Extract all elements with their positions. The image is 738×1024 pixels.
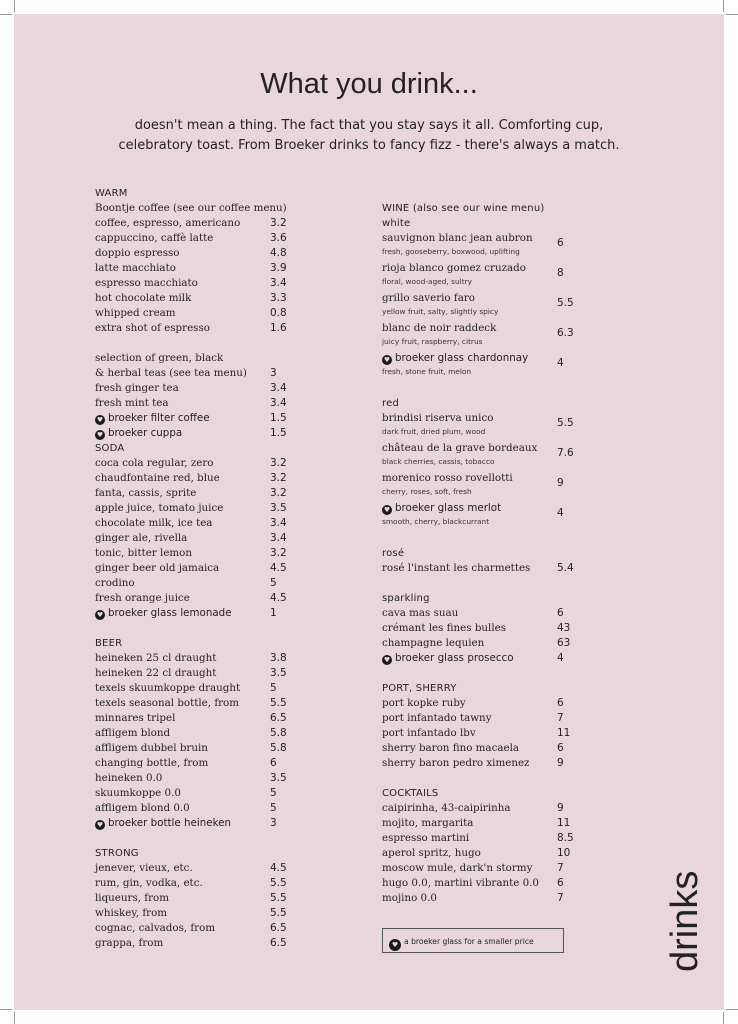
menu-item bbox=[382, 726, 582, 741]
menu-item-name: broeker cuppa bbox=[108, 427, 183, 439]
menu-item bbox=[95, 696, 295, 711]
cocktail-items bbox=[382, 801, 582, 906]
menu-item-name: crémant les fines bulles bbox=[382, 622, 507, 634]
menu-item-name: rum, gin, vodka, etc. bbox=[95, 877, 203, 889]
wine-price: 4 bbox=[557, 507, 564, 519]
menu-item bbox=[382, 621, 582, 636]
wine-tasting-note: juicy fruit, raspberry, citrus bbox=[382, 337, 483, 346]
menu-item-price: 4.8 bbox=[270, 247, 287, 259]
menu-item bbox=[382, 831, 582, 846]
heart-icon: ♥ bbox=[96, 431, 104, 439]
menu-item bbox=[95, 501, 295, 516]
menu-item-price: 3.2 bbox=[270, 547, 287, 559]
menu-item bbox=[95, 876, 295, 891]
menu-item-price: 5.4 bbox=[557, 562, 574, 574]
menu-item bbox=[382, 756, 582, 771]
menu-item-price: 3.6 bbox=[270, 232, 287, 244]
menu-item bbox=[382, 801, 582, 816]
menu-item-name: port infantado lbv bbox=[382, 727, 476, 739]
menu-item-price: 4.5 bbox=[270, 592, 287, 604]
menu-item-price: 5.5 bbox=[270, 697, 287, 709]
wine-name: château de la grave bordeaux bbox=[382, 442, 538, 454]
side-label: drinks bbox=[664, 870, 706, 972]
menu-item-name: fresh orange juice bbox=[95, 592, 190, 604]
menu-item-price: 5 bbox=[270, 577, 277, 589]
menu-item-name: espresso macchiato bbox=[95, 277, 198, 289]
wine-price: 8 bbox=[557, 267, 564, 279]
wine-item bbox=[382, 411, 582, 441]
menu-item-price: 9 bbox=[557, 757, 564, 769]
intro-line-1: doesn't mean a thing. The fact that you stay says it all. Comforting cup, bbox=[134, 118, 604, 133]
menu-item-name: texels skuumkoppe draught bbox=[95, 682, 241, 694]
menu-item-price: 1.5 bbox=[270, 427, 287, 439]
menu-item-name: broeker filter coffee bbox=[108, 412, 210, 424]
wine-item bbox=[382, 471, 582, 501]
menu-item bbox=[95, 921, 295, 936]
menu-item-name: broeker glass lemonade bbox=[108, 607, 232, 619]
menu-item-name: mojino 0.0 bbox=[382, 892, 437, 904]
menu-item-price: 43 bbox=[557, 622, 571, 634]
menu-item-name: coffee, espresso, americano bbox=[95, 217, 241, 229]
menu-item bbox=[95, 666, 295, 681]
sparkling-items bbox=[382, 606, 582, 651]
menu-item-price: 5.8 bbox=[270, 727, 287, 739]
menu-item-price: 0.8 bbox=[270, 307, 287, 319]
left-column bbox=[95, 186, 295, 951]
menu-item-name: moscow mule, dark'n stormy bbox=[382, 862, 533, 874]
menu-item-price: 3.2 bbox=[270, 472, 287, 484]
wine-name-line bbox=[382, 351, 582, 366]
menu-item bbox=[95, 861, 295, 876]
menu-item-name: sherry baron pedro ximenez bbox=[382, 757, 530, 769]
menu-item-price: 6.5 bbox=[270, 922, 287, 934]
tea-items bbox=[95, 381, 295, 411]
menu-item bbox=[95, 261, 295, 276]
menu-item-price: 11 bbox=[557, 727, 571, 739]
menu-item-price: 3.5 bbox=[270, 502, 287, 514]
menu-item bbox=[95, 246, 295, 261]
menu-item bbox=[95, 291, 295, 306]
section-title-beer: BEER bbox=[95, 638, 123, 649]
wine-name: brindisi riserva unico bbox=[382, 412, 494, 424]
menu-item-name: minnares tripel bbox=[95, 712, 176, 724]
menu-item-name: port infantado tawny bbox=[382, 712, 492, 724]
menu-item-name: coca cola regular, zero bbox=[95, 457, 214, 469]
menu-item-price: 5.5 bbox=[270, 907, 287, 919]
port-items bbox=[382, 696, 582, 771]
section-title-port: PORT, SHERRY bbox=[382, 683, 457, 694]
tea-line-2 bbox=[95, 366, 295, 381]
menu-item bbox=[95, 321, 295, 336]
menu-item-name: port kopke ruby bbox=[382, 697, 466, 709]
coffee-heading: Boontje coffee (see our coffee menu) bbox=[95, 202, 287, 214]
menu-item bbox=[382, 696, 582, 711]
warm-house-items bbox=[95, 411, 295, 441]
soda-items bbox=[95, 456, 295, 606]
menu-item bbox=[382, 636, 582, 651]
menu-item-price: 6.5 bbox=[270, 712, 287, 724]
menu-item-name: grappa, from bbox=[95, 937, 164, 949]
menu-item bbox=[382, 606, 582, 621]
wine-tasting-note: smooth, cherry, blackcurrant bbox=[382, 517, 490, 526]
beer-items bbox=[95, 651, 295, 816]
menu-item-name: texels seasonal bottle, from bbox=[95, 697, 240, 709]
wine-item bbox=[382, 291, 582, 321]
menu-item-price: 11 bbox=[557, 817, 571, 829]
menu-item bbox=[95, 726, 295, 741]
menu-item-price: 6 bbox=[557, 742, 564, 754]
wine-name: morenico rosso rovellotti bbox=[382, 472, 513, 484]
wine-price: 4 bbox=[557, 357, 564, 369]
house-wine-item bbox=[382, 351, 582, 381]
wine-name-line bbox=[382, 291, 582, 306]
wine-tasting-note: fresh, stone fruit, melon bbox=[382, 367, 472, 376]
menu-item bbox=[95, 786, 295, 801]
warm-items bbox=[95, 216, 295, 336]
red-wine-items bbox=[382, 411, 582, 501]
menu-item-name: espresso martini bbox=[382, 832, 470, 844]
menu-item-price: 3.2 bbox=[270, 217, 287, 229]
heart-icon: ♥ bbox=[96, 821, 104, 829]
menu-item-name: latte macchiato bbox=[95, 262, 176, 274]
section-title-soda: SODA bbox=[95, 443, 125, 454]
wine-name-line bbox=[382, 501, 582, 516]
menu-item-price: 3.4 bbox=[270, 532, 287, 544]
menu-item bbox=[95, 741, 295, 756]
house-menu-item bbox=[95, 426, 295, 441]
menu-item-price: 3.5 bbox=[270, 772, 287, 784]
menu-item-name: affligem blond 0.0 bbox=[95, 802, 190, 814]
menu-item-price: 5 bbox=[270, 787, 277, 799]
menu-item bbox=[95, 576, 295, 591]
menu-item-price: 6 bbox=[557, 607, 564, 619]
menu-item-name: doppio espresso bbox=[95, 247, 180, 259]
menu-item-price: 5.5 bbox=[270, 877, 287, 889]
menu-item-price: 6.5 bbox=[270, 937, 287, 949]
menu-item-price: 3.4 bbox=[270, 397, 287, 409]
menu-item bbox=[95, 771, 295, 786]
menu-item bbox=[95, 216, 295, 231]
menu-item-name: hot chocolate milk bbox=[95, 292, 192, 304]
menu-page bbox=[14, 14, 724, 1010]
menu-item bbox=[382, 876, 582, 891]
menu-item-name: whiskey, from bbox=[95, 907, 168, 919]
menu-item-name: broeker glass prosecco bbox=[395, 652, 514, 664]
menu-item bbox=[382, 561, 582, 576]
menu-item bbox=[95, 756, 295, 771]
wine-tasting-note: black cherries, cassis, tobacco bbox=[382, 457, 495, 466]
menu-item-price: 6 bbox=[557, 697, 564, 709]
menu-item-price: 6 bbox=[270, 757, 277, 769]
wine-item bbox=[382, 441, 582, 471]
page-title: What you drink... bbox=[260, 68, 478, 100]
menu-item bbox=[95, 396, 295, 411]
menu-item-price: 4.5 bbox=[270, 562, 287, 574]
wine-price: 5.5 bbox=[557, 297, 574, 309]
heart-icon: ♥ bbox=[383, 506, 391, 514]
menu-item-name: sherry baron fino macaela bbox=[382, 742, 520, 754]
menu-item-price: 3 bbox=[270, 817, 277, 829]
beer-house-item bbox=[95, 816, 295, 831]
menu-item bbox=[95, 906, 295, 921]
rose-wine-items bbox=[382, 561, 582, 576]
menu-item bbox=[95, 546, 295, 561]
menu-item bbox=[95, 471, 295, 486]
menu-item-name: crodino bbox=[95, 577, 135, 589]
menu-item-name: mojito, margarita bbox=[382, 817, 474, 829]
menu-item bbox=[95, 306, 295, 321]
menu-item-price: 5.5 bbox=[270, 892, 287, 904]
wine-name-line bbox=[382, 321, 582, 336]
heart-icon: ♥ bbox=[96, 416, 104, 424]
menu-item-name: whipped cream bbox=[95, 307, 176, 319]
menu-item-price: 4 bbox=[557, 652, 564, 664]
menu-item bbox=[95, 936, 295, 951]
red-house-item bbox=[382, 501, 582, 531]
house-menu-item bbox=[95, 411, 295, 426]
menu-item-name: caipirinha, 43-caipirinha bbox=[382, 802, 511, 814]
menu-item-price: 10 bbox=[557, 847, 571, 859]
subsection-rose: rosé bbox=[382, 548, 405, 559]
intro-line-2: celebratory toast. From Broeker drinks to fancy fizz - there's always a match. bbox=[118, 138, 620, 153]
wine-name: sauvignon blanc jean aubron bbox=[382, 232, 533, 244]
subsection-sparkling: sparkling bbox=[382, 593, 430, 604]
wine-tasting-note: cherry, roses, soft, fresh bbox=[382, 487, 472, 496]
heart-icon: ♥ bbox=[389, 939, 401, 951]
menu-item-name: jenever, vieux, etc. bbox=[95, 862, 193, 874]
house-wine-item bbox=[382, 501, 582, 531]
menu-item-name: hugo 0.0, martini vibrante 0.0 bbox=[382, 877, 539, 889]
wine-name: blanc de noir raddeck bbox=[382, 322, 497, 334]
menu-item-name: fresh mint tea bbox=[95, 397, 169, 409]
menu-item bbox=[382, 816, 582, 831]
legend-text: a broeker glass for a smaller price bbox=[404, 937, 534, 946]
menu-item-name: chocolate milk, ice tea bbox=[95, 517, 213, 529]
menu-item-price: 5 bbox=[270, 682, 277, 694]
menu-item-name: rosé l'instant les charmettes bbox=[382, 562, 531, 574]
menu-item-price: 9 bbox=[557, 802, 564, 814]
menu-item-name: liqueurs, from bbox=[95, 892, 169, 904]
menu-item bbox=[382, 891, 582, 906]
menu-item-name: champagne lequien bbox=[382, 637, 485, 649]
wine-name: rioja blanco gomez cruzado bbox=[382, 262, 526, 274]
menu-item-price: 4.5 bbox=[270, 862, 287, 874]
heart-icon: ♥ bbox=[96, 611, 104, 619]
house-menu-item bbox=[95, 816, 295, 831]
menu-item bbox=[95, 681, 295, 696]
menu-item-name: cava mas suau bbox=[382, 607, 459, 619]
menu-item-price: 3.4 bbox=[270, 277, 287, 289]
tea-line-1: selection of green, black bbox=[95, 352, 224, 364]
menu-item bbox=[95, 651, 295, 666]
wine-tasting-note: floral, wood-aged, sultry bbox=[382, 277, 472, 286]
menu-item-price: 3.9 bbox=[270, 262, 287, 274]
heart-icon: ♥ bbox=[383, 356, 391, 364]
menu-item bbox=[95, 711, 295, 726]
menu-item-name: heineken 22 cl draught bbox=[95, 667, 217, 679]
menu-item bbox=[95, 456, 295, 471]
menu-item bbox=[95, 276, 295, 291]
menu-item-name: fresh ginger tea bbox=[95, 382, 179, 394]
menu-item-price: 3.2 bbox=[270, 487, 287, 499]
wine-item bbox=[382, 231, 582, 261]
menu-item bbox=[95, 531, 295, 546]
menu-item bbox=[95, 801, 295, 816]
house-menu-item bbox=[95, 606, 295, 621]
menu-item bbox=[382, 861, 582, 876]
menu-item-name: changing bottle, from bbox=[95, 757, 209, 769]
menu-item-price: 8.5 bbox=[557, 832, 574, 844]
menu-item-name: affligem blond bbox=[95, 727, 171, 739]
wine-price: 7.6 bbox=[557, 447, 574, 459]
wine-name-line bbox=[382, 441, 582, 456]
wine-price: 6.3 bbox=[557, 327, 574, 339]
sparkling-house-item bbox=[382, 651, 582, 666]
white-house-item bbox=[382, 351, 582, 381]
menu-item-price: 3.5 bbox=[270, 667, 287, 679]
menu-item-name: cognac, calvados, from bbox=[95, 922, 216, 934]
menu-item-name: ginger beer old jamaica bbox=[95, 562, 220, 574]
menu-item-name: ginger ale, rivella bbox=[95, 532, 188, 544]
menu-item-name: extra shot of espresso bbox=[95, 322, 210, 334]
menu-item-name: heineken 0.0 bbox=[95, 772, 163, 784]
heart-icon: ♥ bbox=[383, 656, 391, 664]
menu-item bbox=[95, 561, 295, 576]
wine-name: broeker glass merlot bbox=[395, 502, 502, 514]
menu-item-price: 3.4 bbox=[270, 382, 287, 394]
menu-item-price: 7 bbox=[557, 712, 564, 724]
menu-item bbox=[382, 741, 582, 756]
intro-text bbox=[74, 116, 664, 156]
menu-item-price: 3 bbox=[270, 367, 277, 379]
white-wine-items bbox=[382, 231, 582, 351]
wine-name-line bbox=[382, 411, 582, 426]
wine-item bbox=[382, 321, 582, 351]
wine-name-line bbox=[382, 471, 582, 486]
menu-item-price: 3.3 bbox=[270, 292, 287, 304]
wine-price: 6 bbox=[557, 237, 564, 249]
wine-name-line bbox=[382, 261, 582, 276]
menu-item-price: 5 bbox=[270, 802, 277, 814]
wine-price: 9 bbox=[557, 477, 564, 489]
right-column bbox=[382, 201, 582, 906]
menu-item-price: 1.5 bbox=[270, 412, 287, 424]
section-title-warm: WARM bbox=[95, 188, 128, 199]
menu-item-price: 6 bbox=[557, 877, 564, 889]
section-title-wine: WINE (also see our wine menu) bbox=[382, 203, 545, 214]
wine-tasting-note: yellow fruit, salty, slightly spicy bbox=[382, 307, 499, 316]
wine-name: grillo saverio faro bbox=[382, 292, 475, 304]
wine-name: broeker glass chardonnay bbox=[395, 352, 529, 364]
menu-item bbox=[95, 891, 295, 906]
menu-item bbox=[95, 381, 295, 396]
menu-item bbox=[95, 231, 295, 246]
menu-item-name: & herbal teas (see tea menu) bbox=[95, 367, 247, 379]
menu-item-price: 1.6 bbox=[270, 322, 287, 334]
soda-house-item bbox=[95, 606, 295, 621]
menu-item-name: cappuccino, caffè latte bbox=[95, 232, 214, 244]
menu-item-price: 1 bbox=[270, 607, 277, 619]
menu-item-name: heineken 25 cl draught bbox=[95, 652, 217, 664]
section-title-cocktails: COCKTAILS bbox=[382, 788, 439, 799]
wine-item bbox=[382, 261, 582, 291]
menu-item bbox=[95, 486, 295, 501]
menu-item bbox=[95, 591, 295, 606]
menu-item bbox=[95, 516, 295, 531]
menu-item bbox=[382, 846, 582, 861]
menu-item-name: broeker bottle heineken bbox=[108, 817, 232, 829]
menu-item-name: fanta, cassis, sprite bbox=[95, 487, 197, 499]
menu-item-name: chaudfontaine red, blue bbox=[95, 472, 220, 484]
legend-box bbox=[382, 928, 564, 953]
menu-item-price: 7 bbox=[557, 892, 564, 904]
menu-item-name: affligem dubbel bruin bbox=[95, 742, 208, 754]
wine-tasting-note: fresh, gooseberry, boxwood, uplifting bbox=[382, 247, 520, 256]
menu-item-name: skuumkoppe 0.0 bbox=[95, 787, 181, 799]
subsection-white: white bbox=[382, 218, 411, 229]
menu-item bbox=[382, 711, 582, 726]
subsection-red: red bbox=[382, 398, 399, 409]
menu-item-price: 63 bbox=[557, 637, 571, 649]
wine-price: 5.5 bbox=[557, 417, 574, 429]
menu-item-name: aperol spritz, hugo bbox=[382, 847, 481, 859]
menu-item-price: 5.8 bbox=[270, 742, 287, 754]
house-menu-item bbox=[382, 651, 582, 666]
menu-item-price: 7 bbox=[557, 862, 564, 874]
wine-tasting-note: dark fruit, dried plum, wood bbox=[382, 427, 486, 436]
strong-items bbox=[95, 861, 295, 951]
section-title-strong: STRONG bbox=[95, 848, 139, 859]
menu-item-price: 3.4 bbox=[270, 517, 287, 529]
menu-item-price: 3.8 bbox=[270, 652, 287, 664]
wine-name-line bbox=[382, 231, 582, 246]
menu-item-name: tonic, bitter lemon bbox=[95, 547, 193, 559]
menu-item-name: apple juice, tomato juice bbox=[95, 502, 224, 514]
menu-item-price: 3.2 bbox=[270, 457, 287, 469]
